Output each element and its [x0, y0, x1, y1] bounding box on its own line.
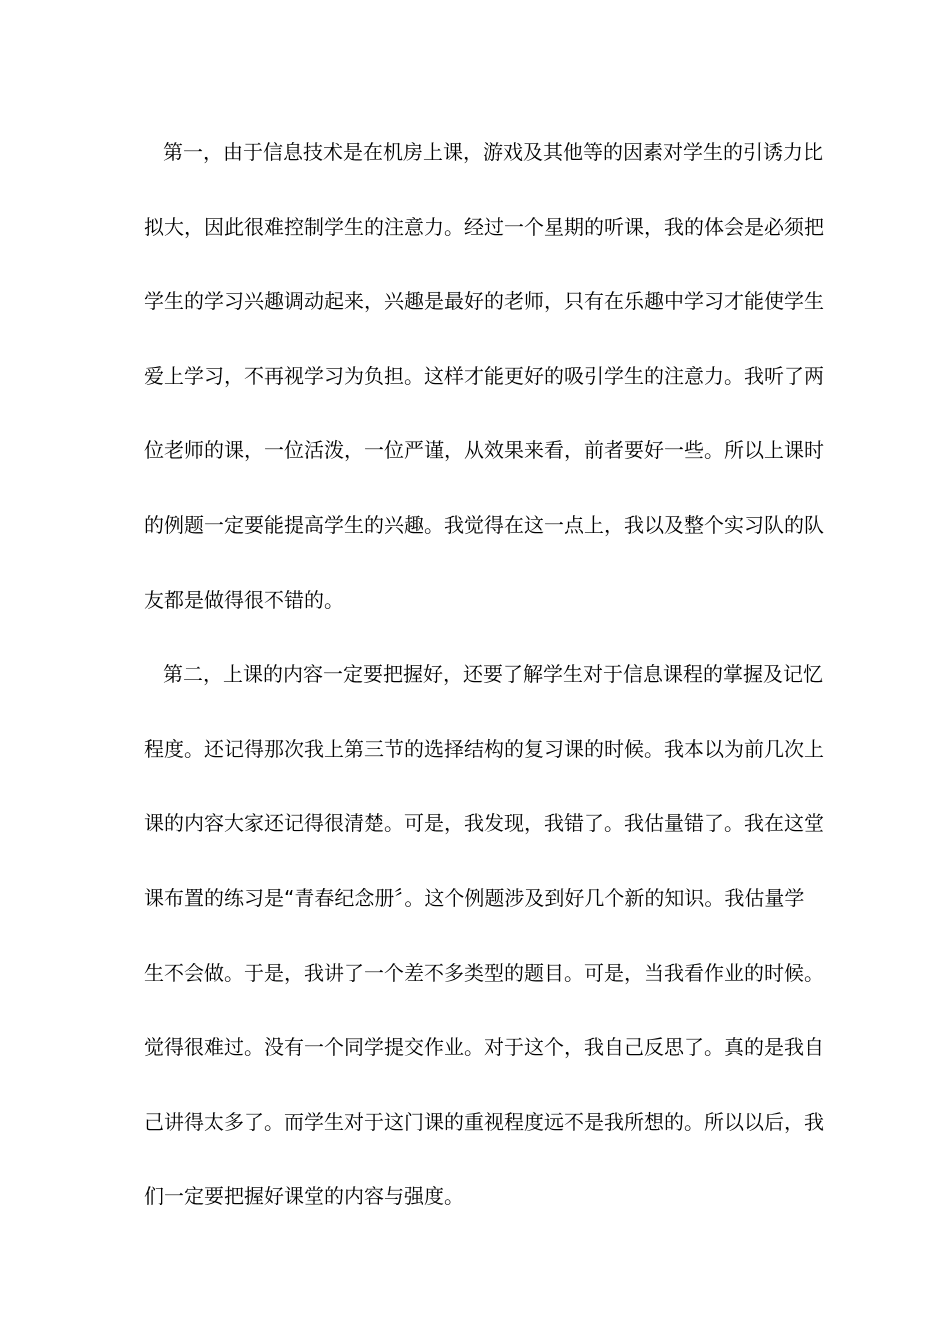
- text-line: 己讲得太多了。而学生对于这门课的重视程度远不是我所想的。所以以后，我: [144, 1109, 824, 1134]
- text-line: 第二，上课的内容一定要把握好，还要了解学生对于信息课程的掌握及记忆: [163, 662, 823, 687]
- text-line: 们一定要把握好课堂的内容与强度。: [144, 1184, 464, 1209]
- text-line: 的例题一定要能提高学生的兴趣。我觉得在这一点上，我以及整个实习队的队: [144, 512, 824, 537]
- text-line: 课的内容大家还记得很清楚。可是，我发现，我错了。我估量错了。我在这堂: [144, 811, 824, 836]
- text-line: 觉得很难过。没有一个同学提交作业。对于这个，我自己反思了。真的是我自: [144, 1035, 824, 1060]
- text-line: 程度。还记得那次我上第三节的选择结构的复习课的时候。我本以为前几次上: [144, 736, 824, 761]
- text-line: 友都是做得很不错的。: [144, 587, 344, 612]
- body-text: [144, 127, 824, 1246]
- text-line: 爱上学习，不再视学习为负担。这样才能更好的吸引学生的注意力。我听了两: [144, 363, 824, 388]
- text-line: 学生的学习兴趣调动起来，兴趣是最好的老师，只有在乐趣中学习才能使学生: [144, 289, 824, 314]
- text-line: 生不会做。于是，我讲了一个差不多类型的题目。可是，当我看作业的时候。: [144, 960, 824, 985]
- text-line: 拟大，因此很难控制学生的注意力。经过一个星期的听课，我的体会是必须把: [144, 214, 824, 239]
- text-line: 位老师的课，一位活泼，一位严谨，从效果来看，前者要好一些。所以上课时: [144, 438, 824, 463]
- text-line: 课布置的练习是“青春纪念册〞。这个例题涉及到好几个新的知识。我估量学: [144, 885, 805, 910]
- text-line: 第一，由于信息技术是在机房上课，游戏及其他等的因素对学生的引诱力比: [163, 140, 823, 164]
